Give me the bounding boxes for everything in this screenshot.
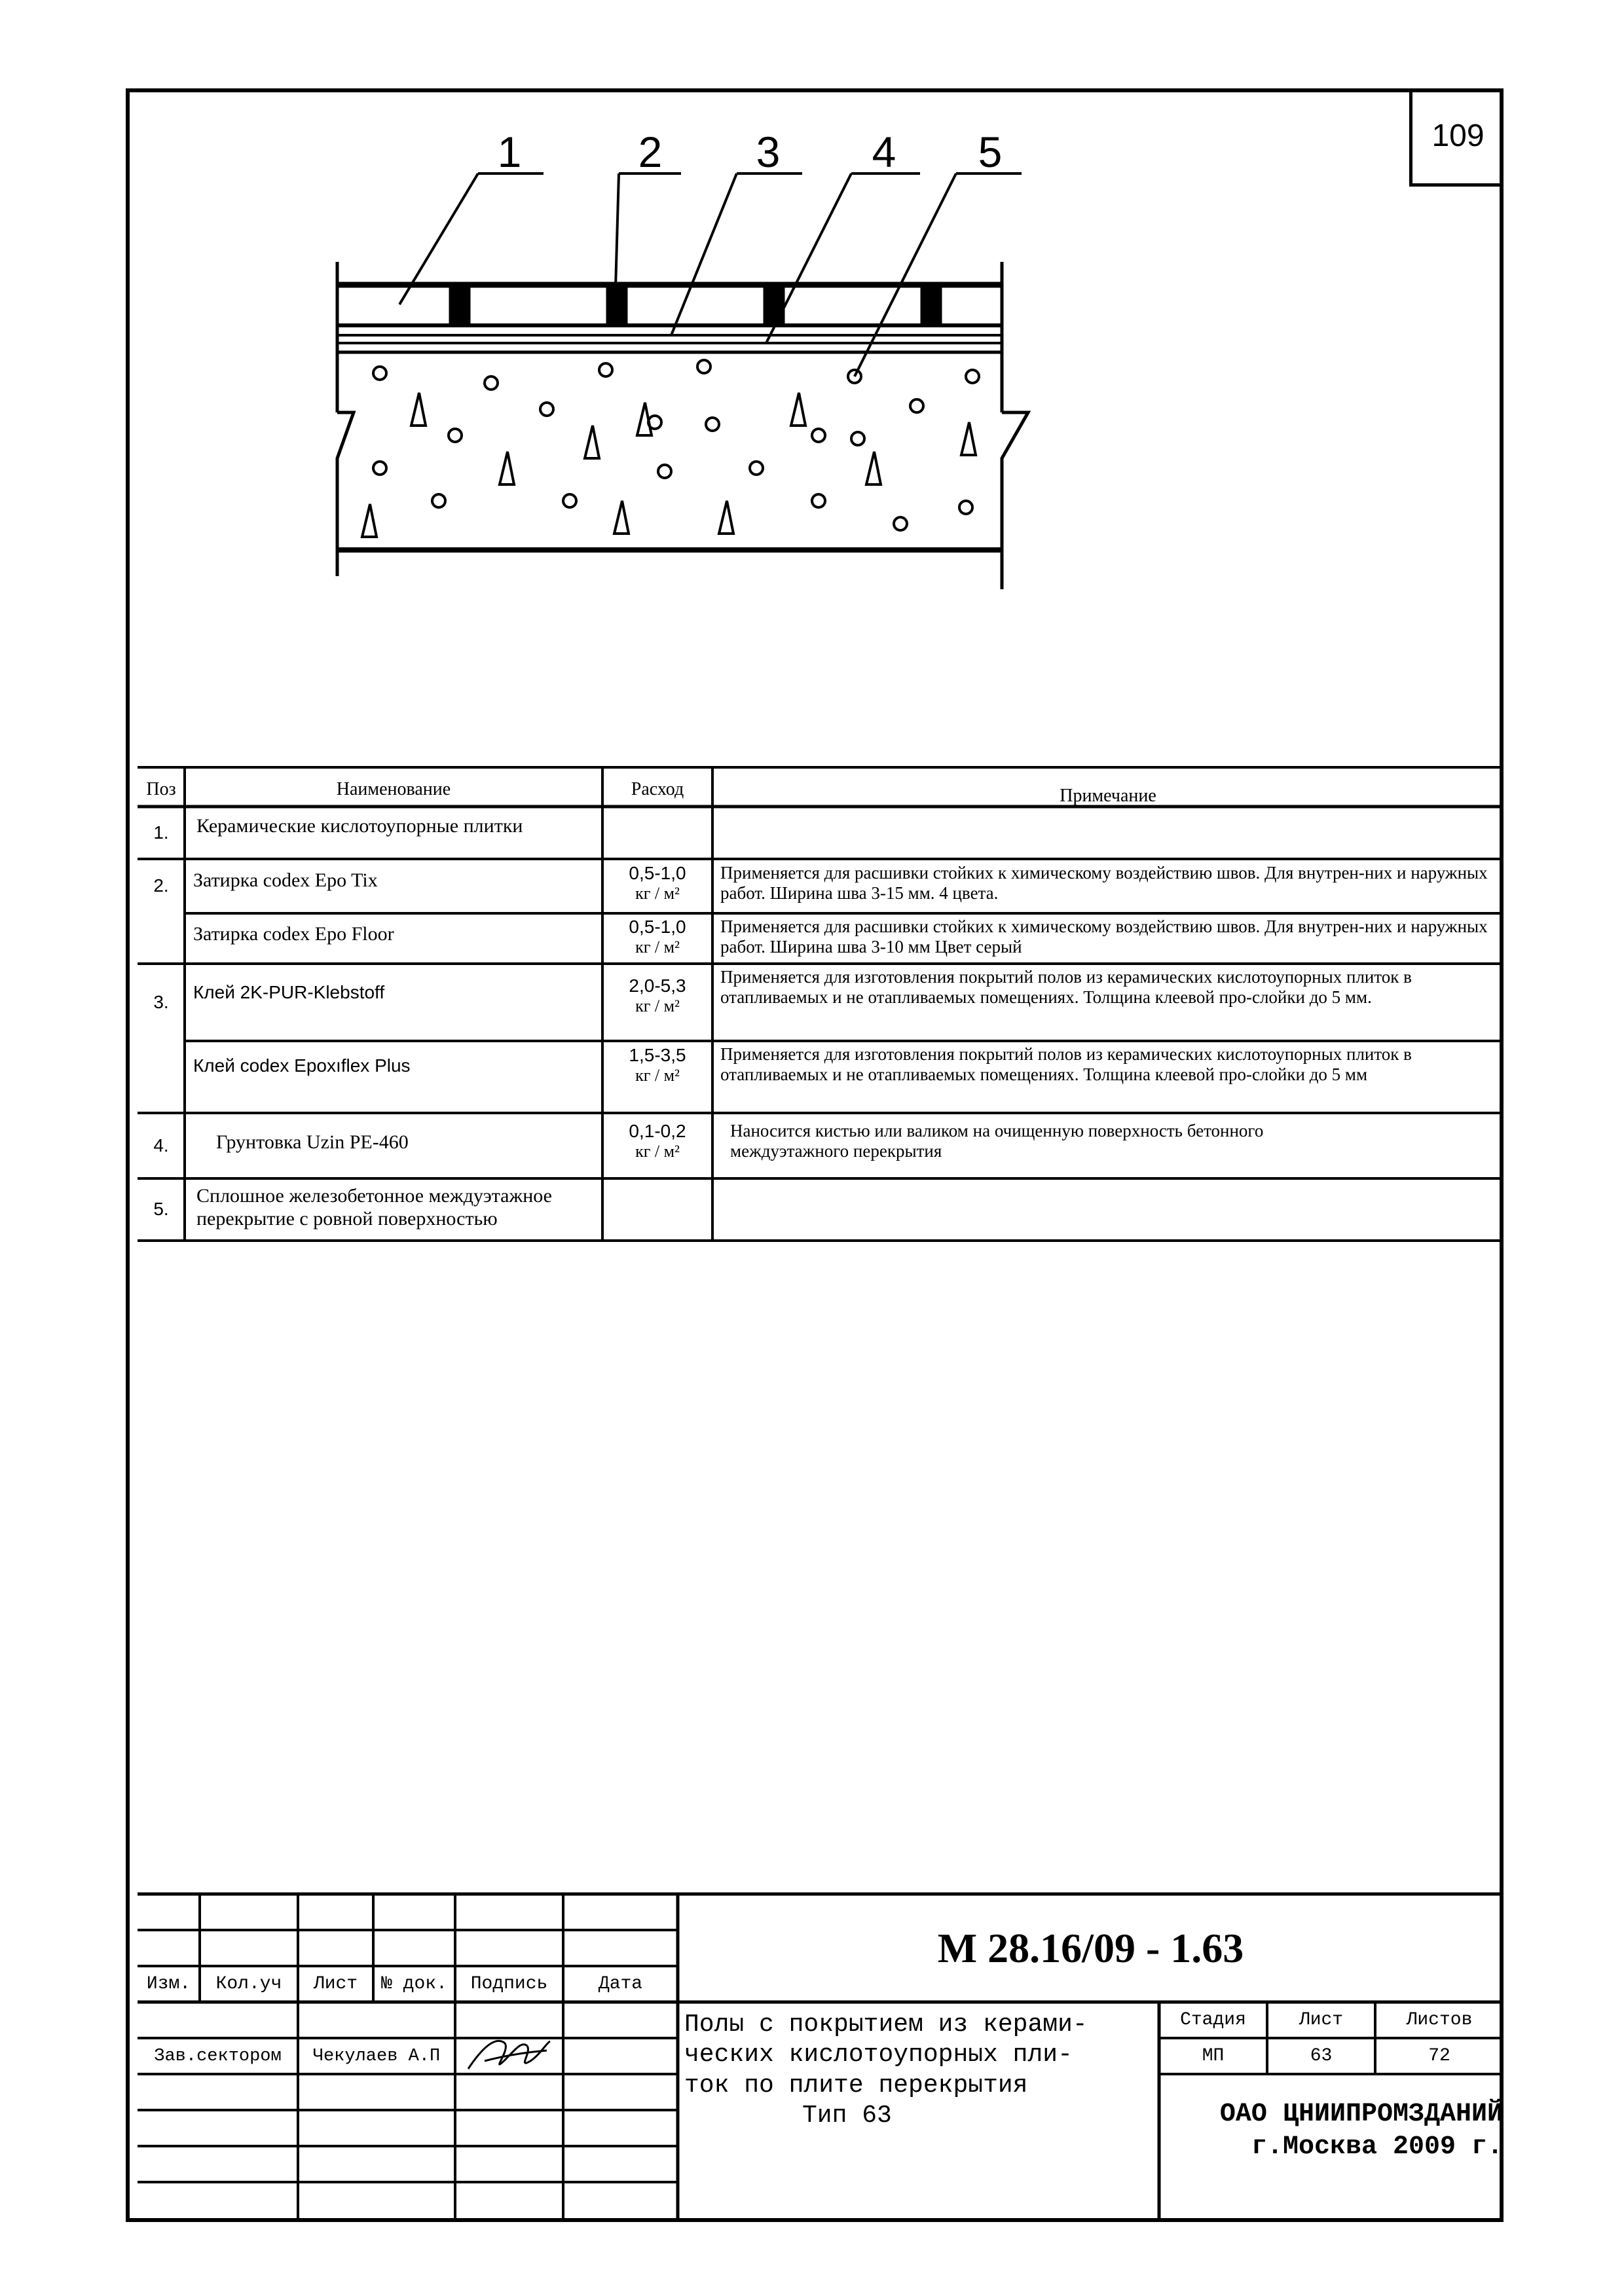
header-name: Наименование [336, 778, 451, 799]
stage-value: МП [1202, 2046, 1225, 2066]
row-name: Затирка codex Epo Tix [193, 869, 378, 891]
callout-3: 3 [756, 128, 781, 176]
organization: ОАО ЦНИИПРОМЗДАНИЙ г.Москва 2009 г. [1219, 2100, 1503, 2162]
row-pos: 5. [153, 1199, 169, 1220]
row-note: Наносится кистью или валиком на очищенную поверхность бетонного междуэтажного перекрытия [730, 1121, 1264, 1161]
doc-code: М 28.16/09 - 1.63 [937, 1924, 1244, 1971]
signature [458, 2023, 557, 2082]
col-date: Дата [598, 1974, 643, 1994]
drawing-title: Полы с покрытием из керами- ческих кислотоупорных пли- ток по плите перекрытия Тип 63 [684, 2011, 1088, 2130]
col-izm: Изм. [146, 1974, 191, 1994]
row-name: Керамические кислотоупорные плитки [196, 815, 523, 837]
col-sign: Подпись [470, 1974, 548, 1994]
row-pos: 4. [153, 1135, 169, 1156]
row-name: Сплошное железобетонное междуэтажное перекрытие с ровной поверхностью [196, 1185, 552, 1230]
row-rate: 0,5-1,0 кг / м² [629, 917, 686, 957]
col-list: Лист [313, 1974, 358, 1994]
row-name: Грунтовка Uzin PE-460 [216, 1131, 409, 1153]
row-pos: 3. [153, 991, 169, 1012]
row-rate: 0,5-1,0 кг / м² [629, 863, 686, 903]
callout-5: 5 [978, 128, 1003, 176]
callout-4: 4 [872, 128, 896, 176]
row-name: Затирка codex Epo Floor [193, 923, 394, 945]
page-number: 109 [1409, 88, 1504, 187]
stage-label: Стадия [1180, 2010, 1246, 2030]
row-note: Применяется для расшивки стойких к химическому воздействию швов. Для внутрен-них и наружных работ. Ширина шва 3-15 мм. 4 цвета. [720, 863, 1488, 903]
person-name: Чекулаев А.П [312, 2046, 441, 2066]
header-note: Примечание [1060, 785, 1156, 806]
sheet-label: Лист [1299, 2010, 1344, 2030]
row-rate: 0,1-0,2 кг / м² [629, 1121, 686, 1161]
col-kol: Кол.уч [215, 1974, 282, 1994]
header-rate: Расход [631, 778, 684, 799]
row-pos: 1. [153, 822, 169, 843]
row-pos: 2. [153, 875, 169, 896]
sheets-label: Листов [1406, 2010, 1473, 2030]
callout-2: 2 [638, 128, 663, 176]
row-name: Клей 2K-PUR-Klebstoff [193, 982, 385, 1002]
sheets-value: 72 [1428, 2046, 1450, 2066]
sheet-value: 63 [1310, 2046, 1333, 2066]
row-rate: 1,5-3,5 кг / м² [629, 1045, 686, 1085]
row-note: Применяется для изготовления покрытий полов из керамических кислотоупорных плиток в отапливаемых и не отапливаемых помещениях. Толщина клеевой про-слойки до 5 мм [720, 1044, 1412, 1084]
row-note: Применяется для расшивки стойких к химическому воздействию швов. Для внутрен-них и наружных работ. Ширина шва 3-10 мм Цвет серый [720, 917, 1488, 957]
col-doc: № док. [381, 1974, 447, 1994]
header-pos: Поз [146, 778, 176, 799]
callout-1: 1 [497, 128, 522, 176]
role-label: Зав.сектором [154, 2046, 282, 2066]
row-name: Клей codex Epoxıflex Plus [193, 1055, 411, 1076]
row-note: Применяется для изготовления покрытий полов из керамических кислотоупорных плиток в отапливаемых и не отапливаемых помещениях. Толщина клеевой про-слойки до 5 мм. [720, 967, 1412, 1007]
row-rate: 2,0-5,3 кг / м² [629, 975, 686, 1016]
